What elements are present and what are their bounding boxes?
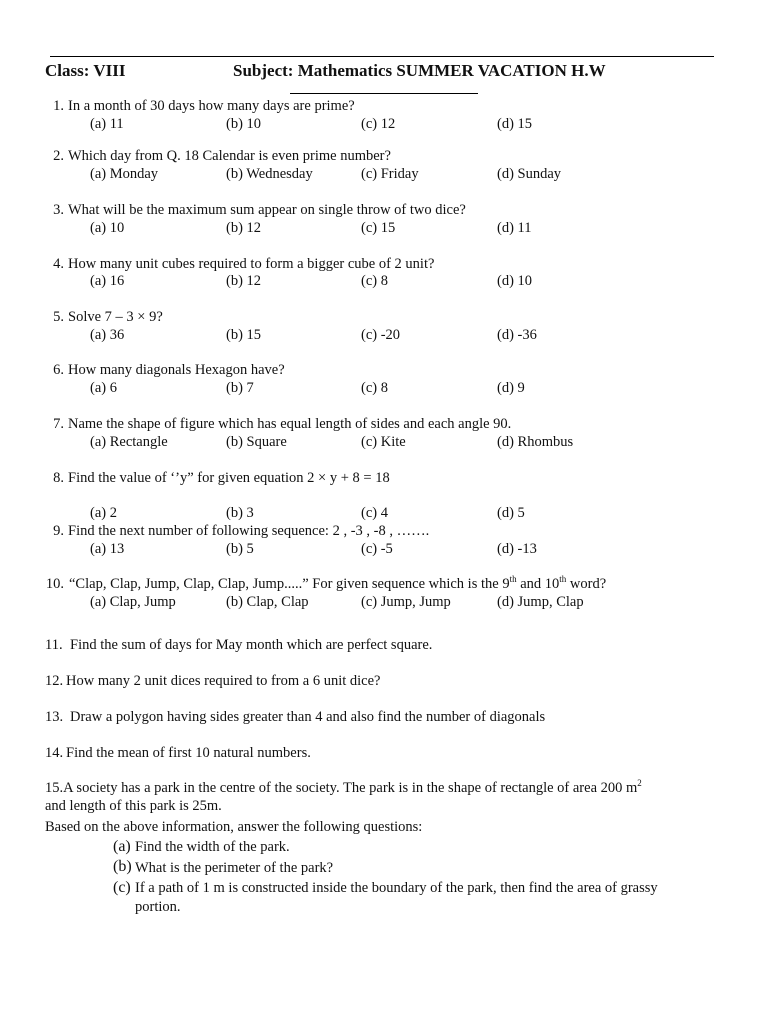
sub-question-text: What is the perimeter of the park? — [135, 860, 334, 876]
option-c: (c) Kite — [361, 434, 406, 450]
question-text: How many unit cubes required to form a bigger cube of 2 unit? — [68, 256, 435, 272]
question-number: 10. — [45, 576, 64, 592]
class-label: Class: VIII — [45, 61, 126, 80]
question-text: Find the mean of first 10 natural numbers. — [66, 745, 311, 761]
question-text: Name the shape of figure which has equal length of sides and each angle 90. — [68, 416, 512, 432]
question-text: Which day from Q. 18 Calendar is even prime number? — [68, 148, 391, 164]
option-a: (a) 36 — [90, 327, 125, 343]
header-rule — [50, 56, 714, 57]
sub-question-label: (a) — [113, 838, 131, 855]
question-number: 5. — [53, 309, 64, 325]
option-c: (c) -5 — [361, 541, 393, 557]
option-d: (d) Jump, Clap — [497, 594, 584, 610]
question-number: 3. — [53, 202, 64, 218]
question-number: 4. — [53, 256, 64, 272]
option-a: (a) 6 — [90, 380, 117, 396]
superscript: th — [559, 574, 567, 584]
question-number: 13. — [45, 709, 64, 725]
option-d: (d) -13 — [497, 541, 537, 557]
option-c: (c) 12 — [361, 116, 396, 132]
question-number: 14. — [45, 745, 64, 761]
option-c: (c) Jump, Jump — [361, 594, 451, 610]
question-number: 1. — [53, 98, 64, 114]
option-b: (b) 10 — [226, 116, 262, 132]
question-text: Find the sum of days for May month which are perfect square. — [70, 637, 433, 653]
sub-question-text: Find the width of the park. — [135, 839, 290, 855]
option-c: (c) 4 — [361, 505, 388, 521]
question-number: 2. — [53, 148, 64, 164]
question-text — [69, 576, 606, 593]
option-d: (d) Sunday — [497, 166, 562, 182]
question-text: How many diagonals Hexagon have? — [68, 362, 285, 378]
question-text: What will be the maximum sum appear on single throw of two dice? — [68, 202, 466, 218]
sub-question-text-continued: portion. — [135, 899, 181, 915]
sub-question-label: (c) — [113, 879, 131, 896]
option-d: (d) 5 — [497, 505, 525, 521]
case-study-line: 15.A society has a park in the centre of the society. The park is in the shape of rectangle of area 200 m — [45, 780, 638, 796]
option-d: (d) -36 — [497, 327, 537, 343]
option-c: (c) 15 — [361, 220, 396, 236]
option-b: (b) 12 — [226, 273, 262, 289]
question-text-part: word? — [566, 576, 607, 592]
question-text: Draw a polygon having sides greater than 4 and also find the number of diagonals — [70, 709, 546, 725]
superscript: th — [509, 574, 517, 584]
question-number: 8. — [53, 470, 64, 486]
question-number: 11. — [45, 637, 63, 653]
option-a: (a) 13 — [90, 541, 125, 557]
sub-question-text: If a path of 1 m is constructed inside the boundary of the park, then find the area of grassy — [135, 880, 658, 896]
option-a: (a) 2 — [90, 505, 117, 521]
option-c: (c) 8 — [361, 380, 388, 396]
option-a: (a) Clap, Jump — [90, 594, 176, 610]
case-study-line: and length of this park is 25m. — [45, 798, 222, 814]
option-d: (d) 11 — [497, 220, 532, 236]
option-d: (d) 15 — [497, 116, 533, 132]
option-b: (b) Clap, Clap — [226, 594, 309, 610]
question-text: How many 2 unit dices required to from a 6 unit dice? — [66, 673, 381, 689]
option-d: (d) 9 — [497, 380, 525, 396]
question-text-part: “Clap, Clap, Jump, Clap, Clap, Jump.....” For given sequence which is the 9 — [69, 576, 510, 592]
case-study-text — [45, 780, 642, 797]
question-text: In a month of 30 days how many days are prime? — [68, 98, 355, 114]
option-c: (c) Friday — [361, 166, 419, 182]
option-b: (b) 5 — [226, 541, 254, 557]
question-number: 12. — [45, 673, 64, 689]
option-b: (b) 12 — [226, 220, 262, 236]
question-number: 7. — [53, 416, 64, 432]
option-a: (a) 16 — [90, 273, 125, 289]
superscript: 2 — [637, 778, 642, 788]
subject-title: Subject: Mathematics SUMMER VACATION H.W — [233, 61, 606, 80]
option-a: (a) Rectangle — [90, 434, 168, 450]
option-b: (b) 3 — [226, 505, 254, 521]
option-d: (d) 10 — [497, 273, 533, 289]
question-number: 9. — [53, 523, 64, 539]
question-number: 6. — [53, 362, 64, 378]
question-text: Solve 7 – 3 × 9? — [68, 309, 163, 325]
option-b: (b) 7 — [226, 380, 254, 396]
option-a: (a) Monday — [90, 166, 159, 182]
case-study-instruction: Based on the above information, answer the following questions: — [45, 819, 423, 835]
sub-question-label: (b) — [113, 858, 132, 875]
question-text-part: and 10 — [516, 576, 560, 592]
option-b: (b) 15 — [226, 327, 262, 343]
question-text: Find the value of ‘’y” for given equation 2 × y + 8 = 18 — [68, 470, 390, 486]
option-b: (b) Wednesday — [226, 166, 313, 182]
option-c: (c) 8 — [361, 273, 388, 289]
option-d: (d) Rhombus — [497, 434, 574, 450]
option-c: (c) -20 — [361, 327, 401, 343]
question-text: Find the next number of following sequence: 2 , -3 , -8 , ……. — [68, 523, 430, 539]
option-a: (a) 10 — [90, 220, 125, 236]
option-a: (a) 11 — [90, 116, 124, 132]
title-underline — [290, 93, 478, 94]
option-b: (b) Square — [226, 434, 287, 450]
